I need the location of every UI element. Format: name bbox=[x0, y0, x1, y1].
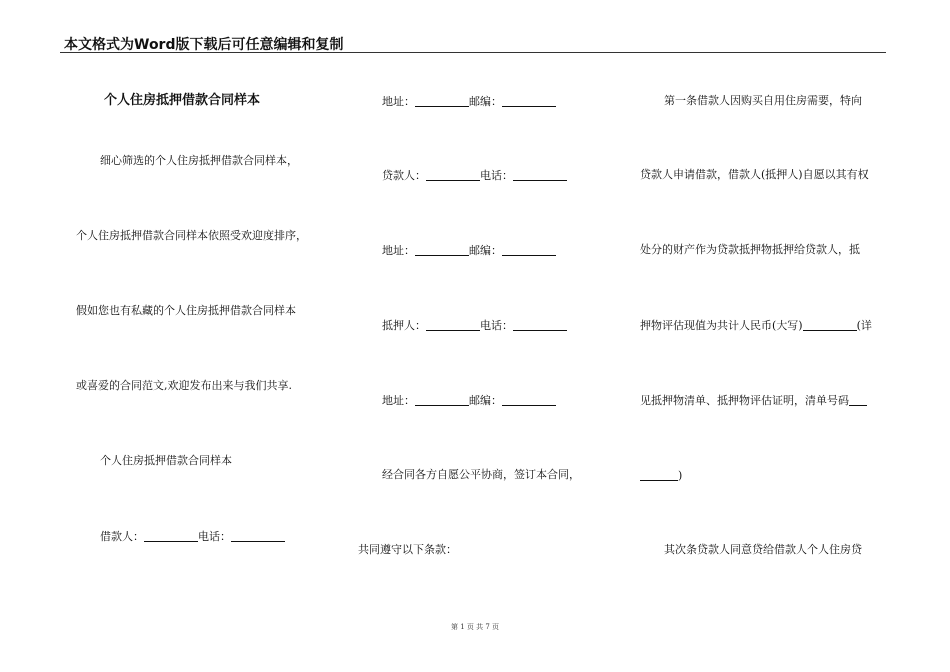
lender-phone-label: 电话： bbox=[480, 169, 513, 182]
postcode-label: 邮编： bbox=[469, 95, 502, 108]
section-heading: 个人住房抵押借款合同样本 bbox=[100, 454, 232, 467]
lender-line bbox=[382, 168, 567, 183]
article-line-6 bbox=[640, 468, 682, 483]
lender-label: 贷款人： bbox=[382, 169, 426, 182]
address-line-2 bbox=[382, 243, 556, 258]
postcode-blank bbox=[502, 393, 556, 406]
postcode-label: 邮编： bbox=[469, 394, 502, 407]
column-2 bbox=[350, 0, 630, 672]
mortgagor-blank bbox=[426, 318, 480, 331]
borrower-label: 借款人： bbox=[100, 530, 144, 543]
terms-line: 共同遵守以下条款： bbox=[358, 543, 457, 556]
valuation-text: 押物评估现值为共计人民币(大写) bbox=[640, 319, 803, 332]
intro-line-1: 细心筛选的个人住房抵押借款合同样本， bbox=[100, 154, 298, 167]
address-blank bbox=[415, 243, 469, 256]
postcode-blank bbox=[502, 243, 556, 256]
list-number-blank bbox=[849, 393, 867, 406]
address-line-3 bbox=[382, 393, 556, 408]
valuation-blank bbox=[803, 318, 857, 331]
document-header: 本文格式为Word版下载后可任意编辑和复制 bbox=[64, 37, 344, 53]
address-label: 地址： bbox=[382, 95, 415, 108]
valuation-text-tail: (详 bbox=[856, 319, 872, 332]
address-label: 地址： bbox=[382, 244, 415, 257]
intro-line-4: 或喜爱的合同范文,欢迎发布出来与我们共享. bbox=[76, 379, 292, 392]
borrower-line bbox=[100, 529, 285, 544]
mortgagor-phone-blank bbox=[513, 318, 567, 331]
column-1 bbox=[60, 0, 340, 672]
intro-line-2: 个人住房抵押借款合同样本依照受欢迎度排序， bbox=[76, 229, 307, 242]
article-line-4 bbox=[640, 318, 872, 333]
agreement-line: 经合同各方自愿公平协商，签订本合同， bbox=[382, 468, 580, 481]
list-number-text: 见抵押物清单、抵押物评估证明，清单号码 bbox=[640, 394, 849, 407]
page-footer: 第 1 页 共 7 页 bbox=[450, 623, 500, 631]
borrower-phone-blank bbox=[231, 529, 285, 542]
borrower-phone-label: 电话： bbox=[198, 530, 231, 543]
mortgagor-label: 抵押人： bbox=[382, 319, 426, 332]
borrower-blank bbox=[144, 529, 198, 542]
article-line-7: 其次条贷款人同意贷给借款人个人住房贷 bbox=[664, 543, 862, 556]
mortgagor-phone-label: 电话： bbox=[480, 319, 513, 332]
postcode-label: 邮编： bbox=[469, 244, 502, 257]
address-blank bbox=[415, 393, 469, 406]
document-title: 个人住房抵押借款合同样本 bbox=[104, 93, 261, 108]
address-blank bbox=[415, 94, 469, 107]
article-line-3: 处分的财产作为贷款抵押物抵押给贷款人，抵 bbox=[640, 243, 860, 256]
lender-phone-blank bbox=[513, 168, 567, 181]
closing-paren: ) bbox=[678, 469, 683, 482]
intro-line-3: 假如您也有私藏的个人住房抵押借款合同样本 bbox=[76, 304, 296, 317]
article-line-2: 贷款人申请借款，借款人(抵押人)自愿以其有权 bbox=[640, 168, 869, 181]
address-label: 地址： bbox=[382, 394, 415, 407]
article-line-5 bbox=[640, 393, 867, 408]
address-line-1 bbox=[382, 94, 556, 109]
mortgagor-line bbox=[382, 318, 567, 333]
list-number-blank-cont bbox=[640, 468, 678, 481]
article-line-1: 第一条借款人因购买自用住房需要，特向 bbox=[664, 94, 862, 107]
postcode-blank bbox=[502, 94, 556, 107]
column-3 bbox=[630, 0, 900, 672]
lender-blank bbox=[426, 168, 480, 181]
